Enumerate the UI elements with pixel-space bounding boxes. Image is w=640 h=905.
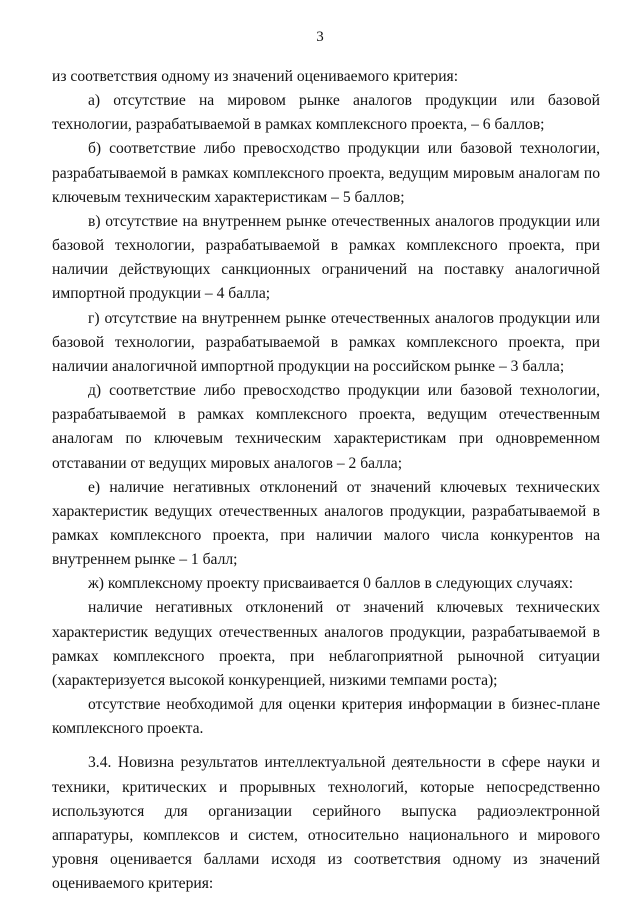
paragraph-continuation: из соответствия одному из значений оцениваемого критерия: xyxy=(52,68,459,85)
paragraph-item-v: в) отсутствие на внутреннем рынке отечественных аналогов продукции или базовой технологии, разрабатываемой в рамках комплексного проекта, при наличии действующих санкционных ограничений на поставку аналогичной импортной продукции – 4 балла; xyxy=(52,212,600,303)
paragraph-zh-case-1: наличие негативных отклонений от значений ключевых технических характеристик ведущих отечественных аналогов продукции, разрабатываемой в рамках комплексного проекта, при неблагоприятной рыночной ситуации (характеризуется высокой конкуренцией, низкими темпами роста); xyxy=(52,599,600,689)
document-body xyxy=(52,65,600,896)
paragraph-item-a: а) отсутствие на мировом рынке аналогов продукции или базовой технологии, разрабатываемой в рамках комплексного проекта, – 6 баллов; xyxy=(52,92,600,134)
paragraph-item-zh: ж) комплексному проекту присваивается 0 баллов в следующих случаях: xyxy=(88,575,574,593)
paragraph-item-b: б) соответствие либо превосходство продукции или базовой технологии, разрабатываемой в рамках комплексного проекта, ведущим мировым аналогам по ключевым техническим характеристикам – 5 баллов; xyxy=(52,140,600,206)
paragraph-item-g: г) отсутствие на внутреннем рынке отечественных аналогов продукции или базовой технологии, разрабатываемой в рамках комплексного проекта, при наличии аналогичной импортной продукции на российском рынке – 3 балла; xyxy=(52,309,600,375)
paragraph-zh-case-2: отсутствие необходимой для оценки критерия информации в бизнес-плане комплексного проекта. xyxy=(52,696,600,738)
paragraph-section-3-4: 3.4. Новизна результатов интеллектуальной деятельности в сфере науки и техники, критических и прорывных технологий, которые непосредственно используются для организации серийного выпуска радиоэлектронной аппаратуры, комплексов и систем, относительно национального и мирового уровня оценивается баллами исходя из соответствия одному из значений оцениваемого критерия: xyxy=(52,754,600,893)
paragraph-item-e: е) наличие негативных отклонений от значений ключевых технических характеристик ведущих отечественных аналогов продукции, разрабатываемой в рамках комплексного проекта, при наличии малого числа конкурентов на внутреннем рынке – 1 балл; xyxy=(52,478,600,569)
paragraph-item-d: д) соответствие либо превосходство продукции или базовой технологии, разрабатываемой в рамках комплексного проекта, ведущим отечественным аналогам по ключевым техническим характеристикам при одновременном отставании от ведущих мировых аналогов – 2 балла; xyxy=(52,382,600,472)
page-number: 3 xyxy=(316,29,324,45)
